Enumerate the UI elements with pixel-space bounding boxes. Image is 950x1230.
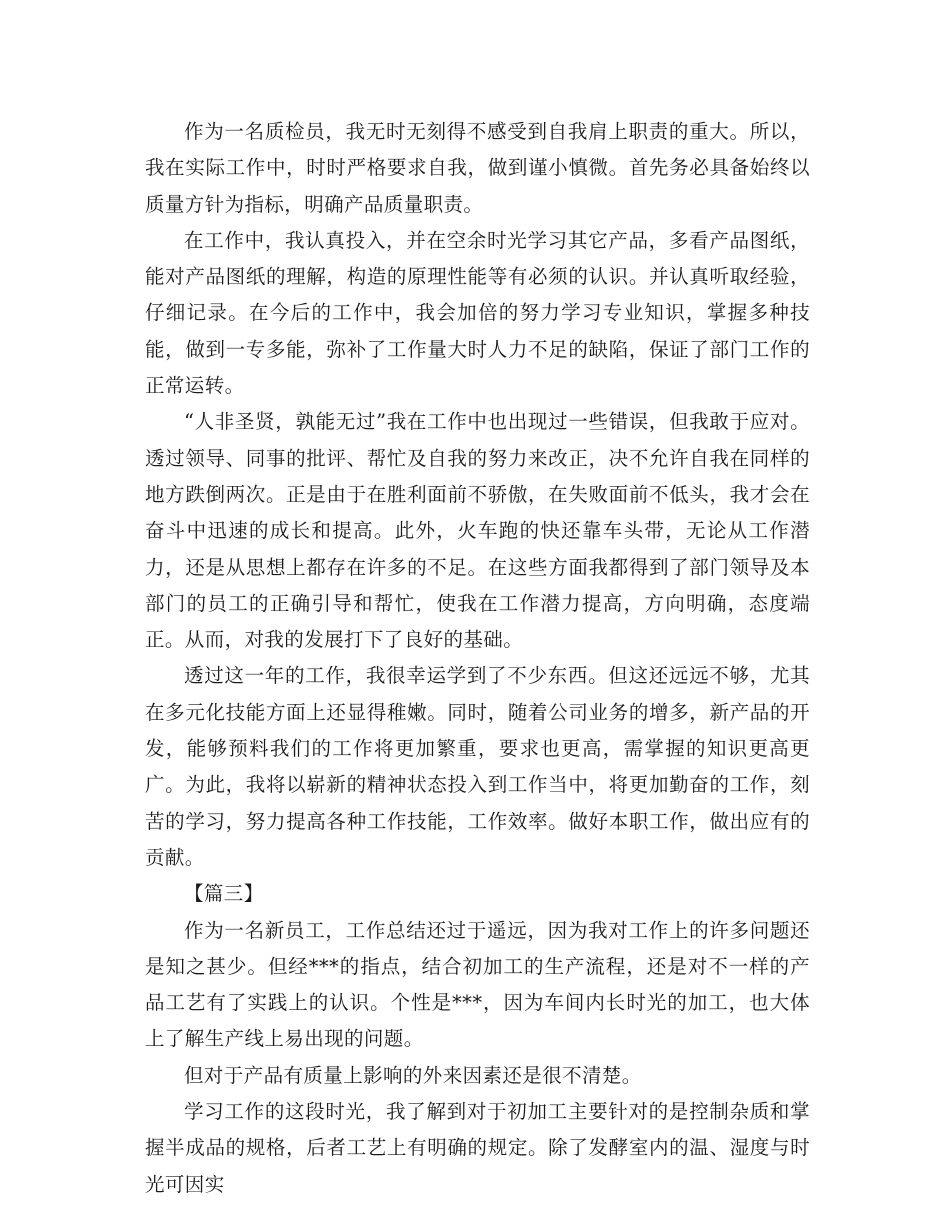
paragraph-processing-learning: 学习工作的这段时光，我了解到对于初加工主要针对的是控制杂质和掌握半成品的规格，后者工艺上有明确的规定。除了发酵室内的温、湿度与时光可因实 bbox=[145, 1100, 810, 1196]
paragraph-quality-inspector-duty: 作为一名质检员，我无时无刻得不感受到自我肩上职责的重大。所以，我在实际工作中，时时严格要求自我，做到谨小慎微。首先务必具备始终以质量方针为指标，明确产品质量职责。 bbox=[145, 120, 810, 216]
paragraph-mistakes-growth: “人非圣贤，孰能无过”我在工作中也出现过一些错误，但我敢于应对。透过领导、同事的批评、帮忙及自我的努力来改正，决不允许自我在同样的地方跌倒两次。正是由于在胜利面前不骄傲，在失败面前不低头，我才会在奋斗中迅速的成长和提高。此外，火车跑的快还靠车头带，无论从工作潜力，还是从思想上都存在许多的不足。在这些方面我都得到了部门领导及本部门的员工的正确引导和帮忙，使我在工作潜力提高，方向明确，态度端正。从而，对我的发展打下了良好的基础。 bbox=[145, 410, 810, 652]
paragraph-external-factors: 但对于产品有质量上影响的外来因素还是很不清楚。 bbox=[184, 1063, 642, 1087]
paragraph-work-learning: 在工作中，我认真投入，并在空余时光学习其它产品，多看产品图纸，能对产品图纸的理解，构造的原理性能等有必须的认识。并认真听取经验，仔细记录。在今后的工作中，我会加倍的努力学习专业知识，掌握多种技能，做到一专多能，弥补了工作量大时人力不足的缺陷，保证了部门工作的正常运转。 bbox=[145, 228, 810, 398]
paragraph-new-employee: 作为一名新员工，工作总结还过于遥远，因为我对工作上的许多问题还是知之甚少。但经***的指点，结合初加工的生产流程，还是对不一样的产品工艺有了实践上的认识。个性是***，因为车间内长时光的加工，也大体上了解生产线上易出现的问题。 bbox=[145, 918, 810, 1051]
document-page bbox=[145, 114, 810, 1203]
section-heading: 【篇三】 bbox=[184, 882, 264, 906]
paragraph-year-summary: 透过这一年的工作，我很幸运学到了不少东西。但这还远远不够，尤其在多元化技能方面上还显得稚嫩。同时，随着公司业务的增多，新产品的开发，能够预料我们的工作将更加繁重，要求也更高，需掌握的知识更高更广。为此，我将以崭新的精神状态投入到工作当中，将更加勤奋的工作，刻苦的学习，努力提高各种工作技能，工作效率。做好本职工作，做出应有的贡献。 bbox=[145, 664, 810, 869]
